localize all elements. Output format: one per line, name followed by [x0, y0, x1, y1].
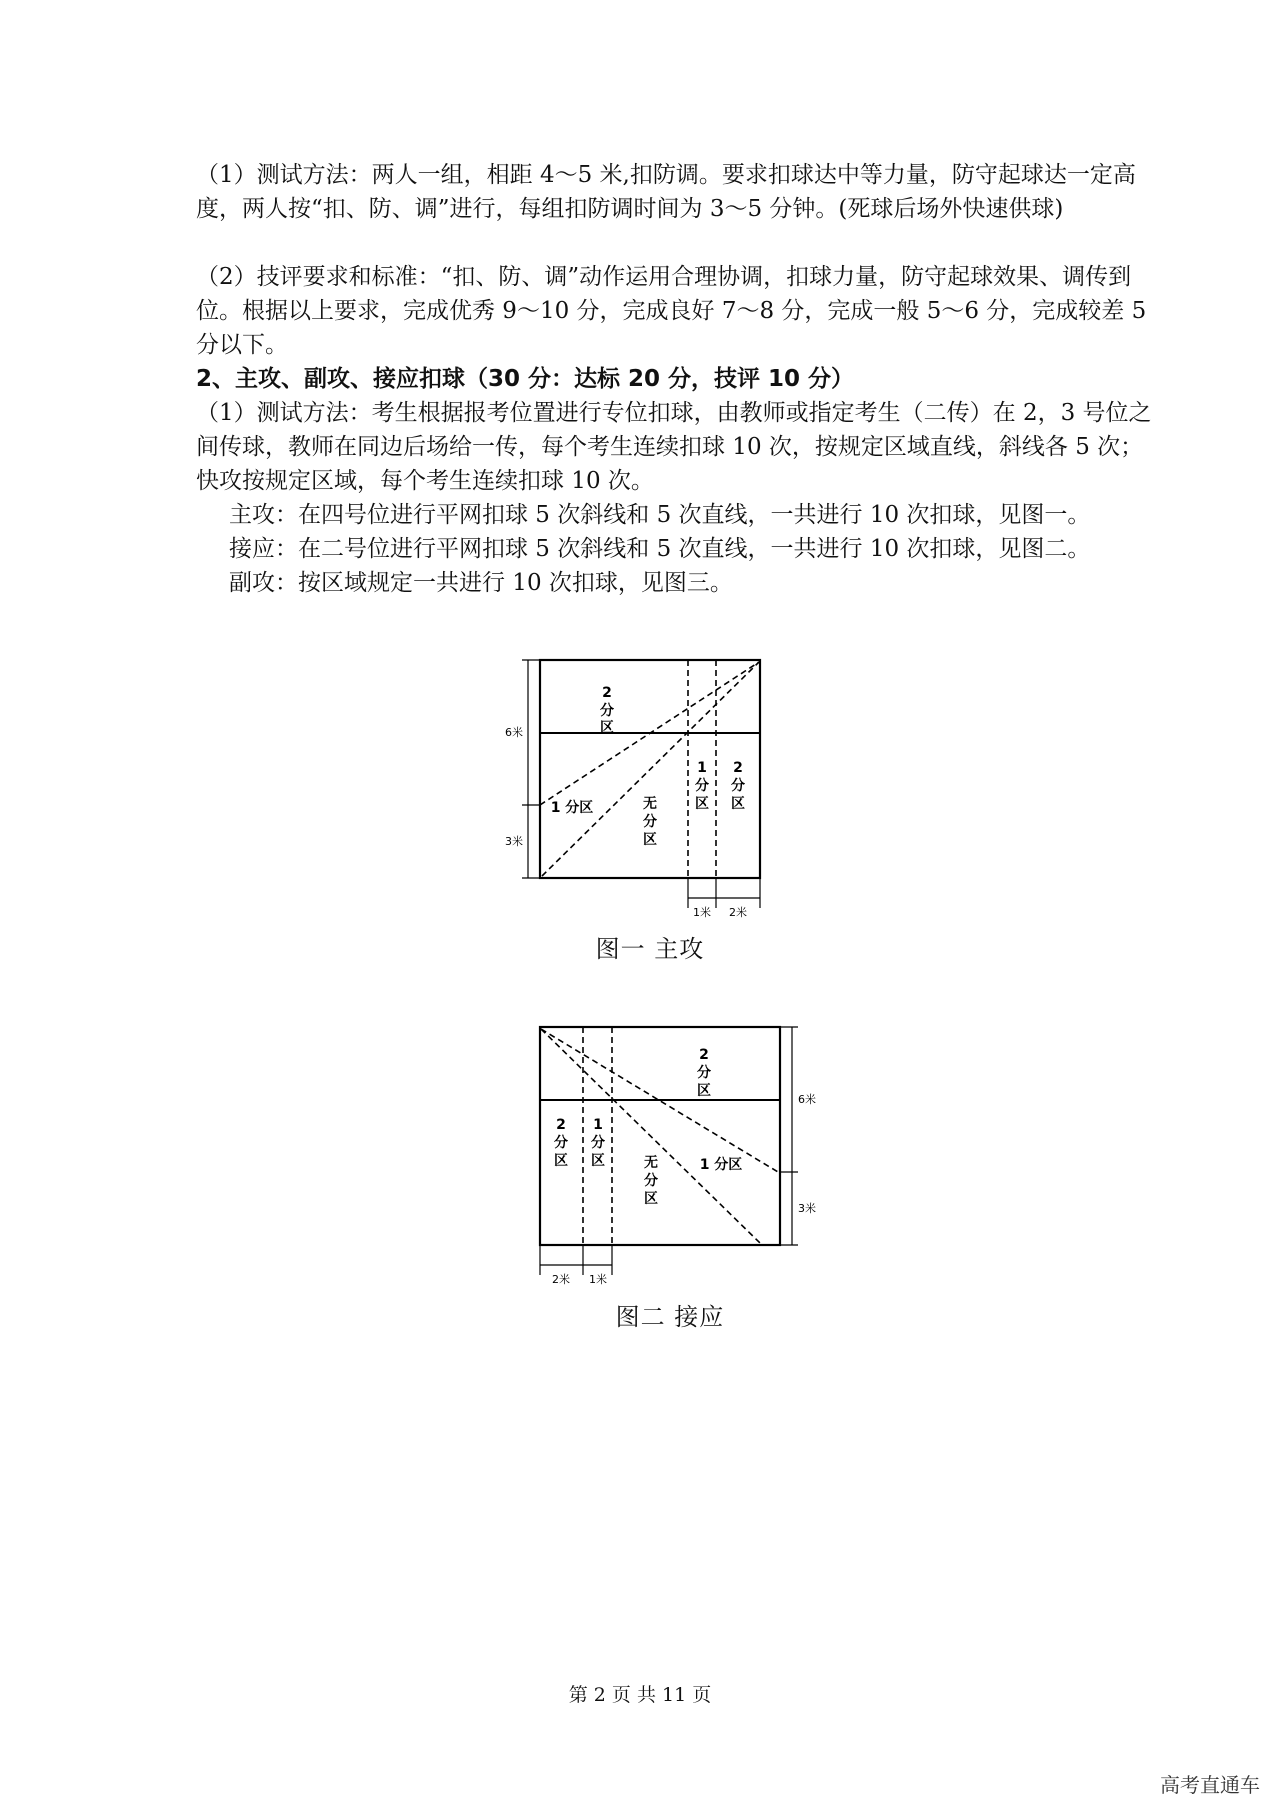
- fig2-dim-2m: 2米: [552, 1273, 570, 1286]
- fig2-zone0-3: 区: [644, 1191, 658, 1207]
- figure-1-diagram: [500, 650, 800, 924]
- paragraph-test-method-2: （1）测试方法：考生根据报考位置进行专位扣球，由教师或指定考生（二传）在 2，3 号位之间传球，教师在同边后场给一传，每个考生连续扣球 10 次，按规定区域直线，斜线各 5 次；快攻按规定区域，每个考生连续扣球 10 次。: [196, 400, 1152, 494]
- diagonal-line-lower: [541, 1029, 760, 1243]
- fig2-zone2-top-3: 区: [697, 1083, 711, 1099]
- fig1-zone2-right-1: 2: [733, 760, 743, 776]
- figure-1-caption: 图一 主攻: [595, 935, 705, 963]
- fig2-zone0-1: 无: [644, 1155, 658, 1171]
- fig1-zone2-right-2: 分: [731, 778, 745, 794]
- fig1-zone2-right-3: 区: [731, 796, 745, 812]
- fig2-zone2-top-1: 2: [699, 1047, 709, 1063]
- fig1-zone2-top-2: 分: [600, 703, 614, 719]
- figure-2-diagram: [520, 1017, 820, 1291]
- fig2-dim-3m: 3米: [798, 1202, 816, 1215]
- line-opposite: 接应：在二号位进行平网扣球 5 次斜线和 5 次直线，一共进行 10 次扣球，见图二。: [229, 536, 1091, 562]
- page-number: 第 2 页 共 11 页: [568, 1684, 712, 1706]
- fig2-zone2-left-2: 分: [554, 1135, 568, 1151]
- fig1-zone2-top-3: 区: [600, 720, 614, 736]
- fig2-zone1-left-2: 分: [591, 1135, 605, 1151]
- fig1-dim-6m: 6米: [505, 726, 523, 739]
- paragraph-test-method-1: （1）测试方法：两人一组，相距 4～5 米,扣防调。要求扣球达中等力量，防守起球达一定高度，两人按“扣、防、调”进行，每组扣防调时间为 3～5 分钟。(死球后场外快速供球): [196, 162, 1136, 222]
- fig2-zone2-left-1: 2: [556, 1117, 566, 1133]
- line-main-attacker: 主攻：在四号位进行平网扣球 5 次斜线和 5 次直线，一共进行 10 次扣球，见图一。: [229, 502, 1091, 528]
- fig1-zone0-1: 无: [643, 796, 657, 812]
- paragraph-scoring-standard: （2）技评要求和标准：“扣、防、调”动作运用合理协调，扣球力量，防守起球效果、调传到位。根据以上要求，完成优秀 9～10 分，完成良好 7～8 分，完成一般 5～6 分，完成较差 5 分以下。: [196, 264, 1147, 358]
- court-outline: [540, 1027, 780, 1245]
- fig1-dim-2m: 2米: [729, 906, 747, 919]
- fig1-zone1-right-1: 1: [697, 760, 707, 776]
- fig2-zone2-left-3: 区: [554, 1153, 568, 1169]
- fig2-zone2-top-2: 分: [697, 1065, 711, 1081]
- figure-2-caption: 图二 接应: [615, 1303, 725, 1331]
- fig2-zone1-left-3: 区: [591, 1153, 605, 1169]
- fig1-zone1-right-2: 分: [695, 778, 709, 794]
- watermark: 高考直通车: [1160, 1773, 1260, 1797]
- fig2-dim-6m: 6米: [798, 1093, 816, 1106]
- fig1-dim-1m: 1米: [693, 906, 711, 919]
- section-heading: 2、主攻、副攻、接应扣球（30 分：达标 20 分，技评 10 分）: [196, 366, 855, 392]
- fig1-zone1-left: 1 分区: [550, 800, 594, 816]
- line-middle-blocker: 副攻：按区域规定一共进行 10 次扣球，见图三。: [229, 570, 733, 596]
- fig1-zone0-2: 分: [643, 814, 657, 830]
- fig1-zone2-top-1: 2: [602, 685, 612, 701]
- fig1-zone0-3: 区: [643, 832, 657, 848]
- fig2-zone1-left-1: 1: [593, 1117, 603, 1133]
- fig2-zone1-right: 1 分区: [699, 1157, 743, 1173]
- fig2-zone0-2: 分: [644, 1173, 658, 1189]
- fig2-dim-1m: 1米: [589, 1273, 607, 1286]
- fig1-dim-3m: 3米: [505, 835, 523, 848]
- fig1-zone1-right-3: 区: [695, 796, 709, 812]
